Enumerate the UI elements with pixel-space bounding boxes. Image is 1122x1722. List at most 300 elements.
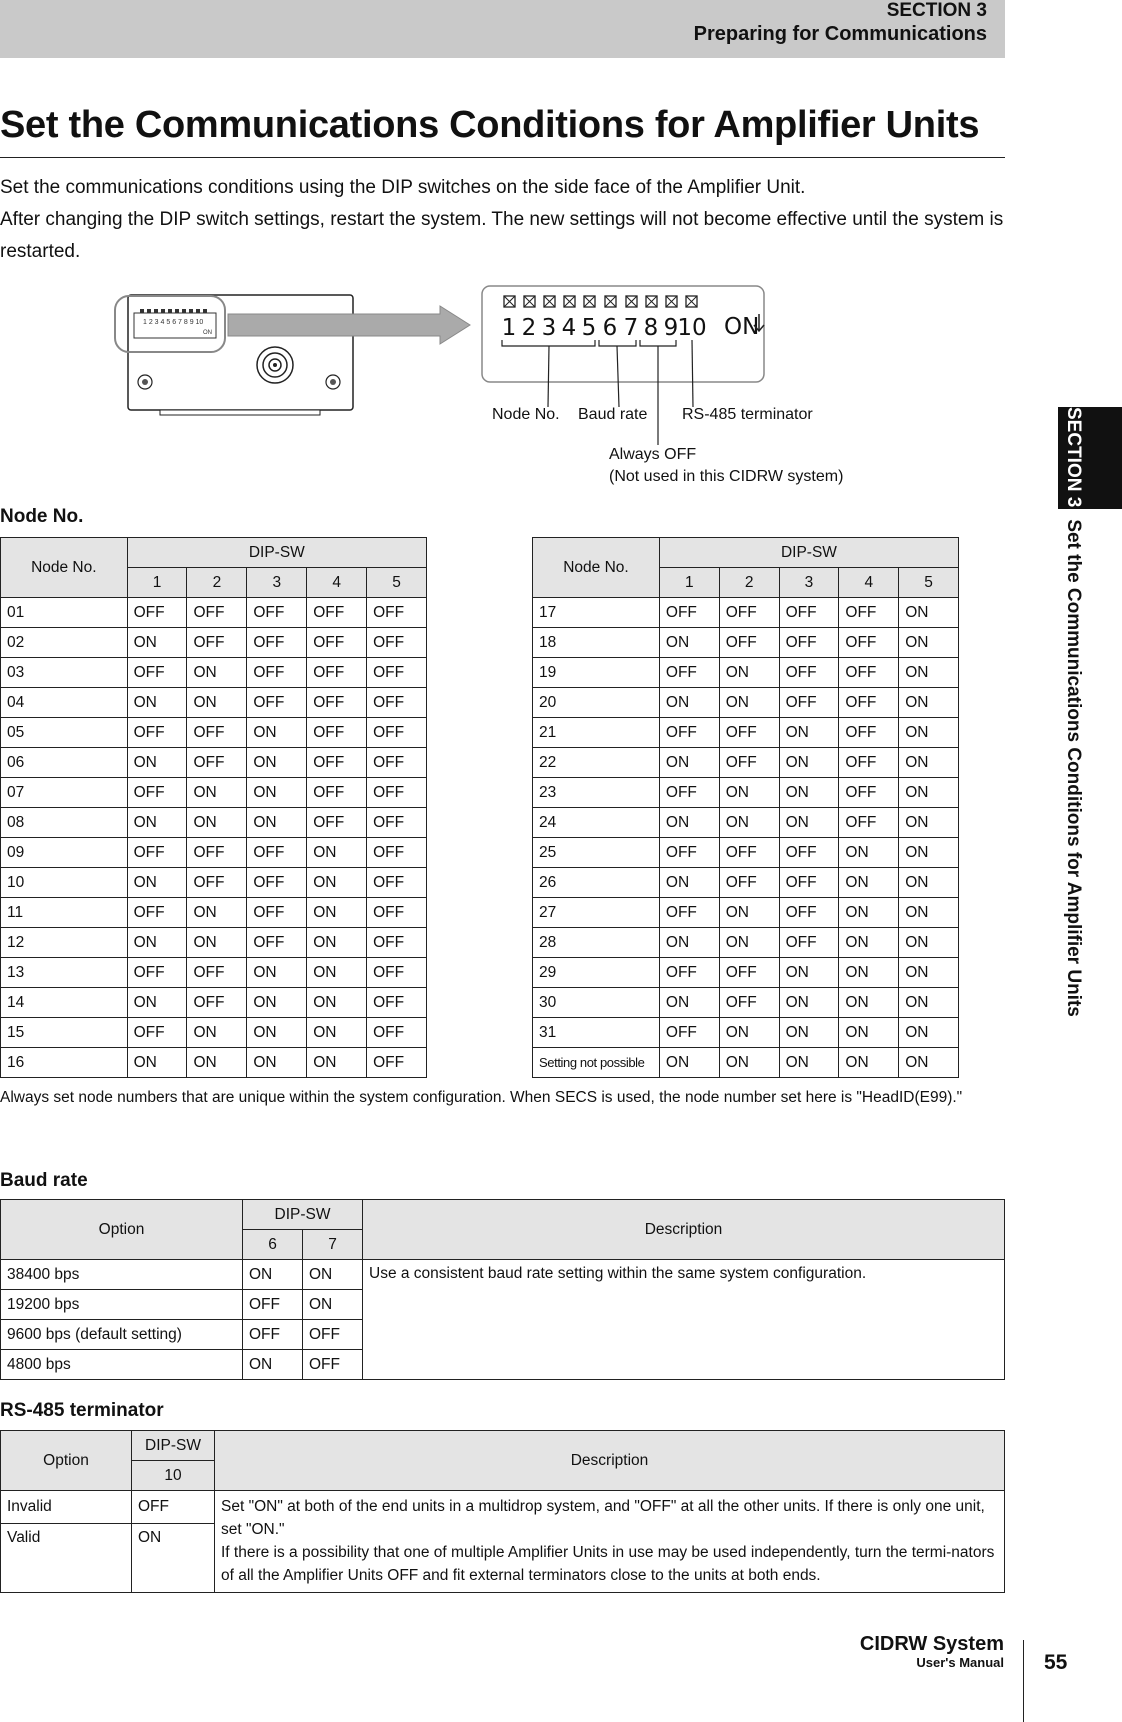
switch-number-10: 10 bbox=[677, 315, 707, 341]
switch-cell: OFF bbox=[247, 868, 307, 898]
node-note: Always set node numbers that are unique within the system configuration. When SECS is used, the node number set here is "HeadID(E99)." bbox=[0, 1089, 963, 1106]
switch-cell: OFF bbox=[307, 688, 367, 718]
option-cell: Valid bbox=[1, 1523, 132, 1592]
switch-cell: ON bbox=[659, 808, 719, 838]
switch-cell: OFF bbox=[659, 658, 719, 688]
node-number-cell: 30 bbox=[533, 988, 660, 1018]
table-row bbox=[1, 658, 427, 688]
node-number-cell: 13 bbox=[1, 958, 128, 988]
switch-cell: OFF bbox=[127, 718, 187, 748]
switch-cell: ON bbox=[132, 1523, 215, 1592]
switch-cell: ON bbox=[307, 1048, 367, 1078]
switch-cell: OFF bbox=[719, 598, 779, 628]
node-number-cell: 01 bbox=[1, 598, 128, 628]
switch-cell: ON bbox=[779, 808, 839, 838]
switch-header: 10 bbox=[132, 1461, 215, 1491]
switch-cell: ON bbox=[187, 658, 247, 688]
footer-manual: User's Manual bbox=[916, 1655, 1004, 1670]
switch-cell: ON bbox=[187, 778, 247, 808]
dipsw-col-header: DIP-SW bbox=[132, 1431, 215, 1461]
switch-cell: ON bbox=[899, 838, 959, 868]
switch-number-2: 2 bbox=[521, 315, 537, 341]
switch-cell: OFF bbox=[719, 628, 779, 658]
switch-cell: ON bbox=[659, 868, 719, 898]
table-row bbox=[1, 688, 427, 718]
switch-cell: OFF bbox=[719, 838, 779, 868]
node-number-cell: 27 bbox=[533, 898, 660, 928]
switch-cell: ON bbox=[307, 928, 367, 958]
dip-switch-figure bbox=[0, 270, 1005, 500]
switch-cell: ON bbox=[247, 718, 307, 748]
switch-cell: ON bbox=[659, 688, 719, 718]
node-number-cell: 07 bbox=[1, 778, 128, 808]
side-tab-title: Set the Communications Conditions for Amplifier Units bbox=[1063, 519, 1084, 1017]
table-row bbox=[533, 778, 959, 808]
node-number-cell: 25 bbox=[533, 838, 660, 868]
switch-cell: ON bbox=[839, 898, 899, 928]
switch-cell: OFF bbox=[367, 658, 427, 688]
switch-cell: OFF bbox=[839, 808, 899, 838]
table-row bbox=[1, 958, 427, 988]
switch-cell: ON bbox=[839, 838, 899, 868]
switch-cell: ON bbox=[247, 988, 307, 1018]
switch-cell: ON bbox=[307, 1018, 367, 1048]
footer-title bbox=[860, 1633, 1004, 1671]
table-row bbox=[533, 1048, 959, 1078]
table-row bbox=[1, 718, 427, 748]
table-row bbox=[1, 928, 427, 958]
switch-cell: ON bbox=[779, 1048, 839, 1078]
switch-cell: ON bbox=[839, 928, 899, 958]
table-row bbox=[533, 898, 959, 928]
switch-cell: ON bbox=[899, 928, 959, 958]
switch-number-3: 3 bbox=[541, 315, 557, 341]
node-number-cell: 11 bbox=[1, 898, 128, 928]
switch-cell: OFF bbox=[127, 958, 187, 988]
switch-cell: ON bbox=[303, 1290, 363, 1320]
switch-cell: ON bbox=[779, 988, 839, 1018]
switch-cell: OFF bbox=[779, 628, 839, 658]
switch-cell: ON bbox=[839, 958, 899, 988]
node-number-cell: 21 bbox=[533, 718, 660, 748]
node-number-cell: 14 bbox=[1, 988, 128, 1018]
table-row bbox=[1, 748, 427, 778]
switch-cell: OFF bbox=[779, 928, 839, 958]
table-row bbox=[533, 748, 959, 778]
node-number-cell: 20 bbox=[533, 688, 660, 718]
description-col-header: Description bbox=[215, 1431, 1005, 1491]
switch-header: 2 bbox=[187, 568, 247, 598]
node-number-cell: 26 bbox=[533, 868, 660, 898]
switch-cell: ON bbox=[839, 1048, 899, 1078]
switch-cell: OFF bbox=[779, 598, 839, 628]
switch-cell: OFF bbox=[367, 868, 427, 898]
switch-cell: OFF bbox=[719, 748, 779, 778]
switch-cell: ON bbox=[243, 1350, 303, 1380]
baud-description: Use a consistent baud rate setting within the same system configuration. bbox=[363, 1260, 1005, 1380]
node-number-cell: 24 bbox=[533, 808, 660, 838]
node-number-cell: 09 bbox=[1, 838, 128, 868]
switch-cell: OFF bbox=[127, 598, 187, 628]
switch-cell: OFF bbox=[307, 718, 367, 748]
switch-cell: ON bbox=[307, 988, 367, 1018]
page-title: Set the Communications Conditions for Amplifier Units bbox=[0, 104, 1005, 158]
switch-cell: ON bbox=[899, 598, 959, 628]
table-row bbox=[533, 988, 959, 1018]
option-cell: 19200 bps bbox=[1, 1290, 243, 1320]
switch-cell: ON bbox=[899, 658, 959, 688]
node-number-cell: 18 bbox=[533, 628, 660, 658]
node-col-header: Node No. bbox=[533, 538, 660, 598]
switch-cell: ON bbox=[247, 958, 307, 988]
table-row bbox=[533, 838, 959, 868]
description-col-header: Description bbox=[363, 1200, 1005, 1260]
switch-cell: OFF bbox=[187, 748, 247, 778]
switch-cell: ON bbox=[303, 1260, 363, 1290]
table-row bbox=[533, 928, 959, 958]
switch-cell: ON bbox=[187, 808, 247, 838]
switch-cell: ON bbox=[307, 868, 367, 898]
switch-cell: ON bbox=[899, 868, 959, 898]
switch-cell: OFF bbox=[367, 928, 427, 958]
switch-cell: OFF bbox=[127, 658, 187, 688]
label-not-used: (Not used in this CIDRW system) bbox=[609, 468, 844, 485]
switch-cell: OFF bbox=[247, 898, 307, 928]
switch-cell: ON bbox=[187, 1048, 247, 1078]
switch-cell: OFF bbox=[307, 748, 367, 778]
switch-cell: ON bbox=[187, 898, 247, 928]
switch-cell: OFF bbox=[127, 1018, 187, 1048]
switch-cell: OFF bbox=[132, 1491, 215, 1524]
label-always-off: Always OFF bbox=[609, 446, 697, 463]
switch-cell: ON bbox=[899, 1018, 959, 1048]
node-number-cell: 29 bbox=[533, 958, 660, 988]
switch-cell: ON bbox=[899, 988, 959, 1018]
switch-cell: ON bbox=[779, 958, 839, 988]
switch-cell: OFF bbox=[243, 1320, 303, 1350]
switch-cell: OFF bbox=[779, 868, 839, 898]
switch-cell: OFF bbox=[839, 628, 899, 658]
switch-cell: ON bbox=[659, 1048, 719, 1078]
option-cell: 9600 bps (default setting) bbox=[1, 1320, 243, 1350]
switch-cell: OFF bbox=[719, 958, 779, 988]
switch-header: 4 bbox=[307, 568, 367, 598]
switch-cell: ON bbox=[247, 748, 307, 778]
node-number-cell: 10 bbox=[1, 868, 128, 898]
switch-cell: ON bbox=[899, 718, 959, 748]
switch-cell: OFF bbox=[779, 688, 839, 718]
switch-cell: OFF bbox=[659, 898, 719, 928]
baud-table bbox=[0, 1199, 1005, 1380]
table-row bbox=[1, 1048, 427, 1078]
node-number-cell: 22 bbox=[533, 748, 660, 778]
intro-text bbox=[0, 172, 1005, 268]
switch-cell: OFF bbox=[367, 898, 427, 928]
switch-header: 4 bbox=[839, 568, 899, 598]
switch-on-label: ON bbox=[724, 314, 760, 340]
node-number-cell: 12 bbox=[1, 928, 128, 958]
node-number-cell: 08 bbox=[1, 808, 128, 838]
footer-divider bbox=[1023, 1640, 1024, 1722]
node-number-cell: 23 bbox=[533, 778, 660, 808]
node-table-right bbox=[532, 537, 959, 1078]
side-tab-section: SECTION 3 bbox=[1063, 407, 1084, 508]
node-number-cell: 04 bbox=[1, 688, 128, 718]
small-switch-numbers: 1 2 3 4 5 6 7 8 9 10 bbox=[143, 319, 204, 326]
switch-cell: OFF bbox=[187, 598, 247, 628]
switch-cell: OFF bbox=[839, 718, 899, 748]
node-number-cell: 19 bbox=[533, 658, 660, 688]
switch-cell: OFF bbox=[367, 778, 427, 808]
switch-cell: OFF bbox=[779, 658, 839, 688]
switch-header: 5 bbox=[367, 568, 427, 598]
switch-cell: OFF bbox=[839, 778, 899, 808]
switch-cell: OFF bbox=[719, 718, 779, 748]
switch-cell: ON bbox=[307, 898, 367, 928]
switch-cell: OFF bbox=[367, 1048, 427, 1078]
switch-cell: ON bbox=[243, 1260, 303, 1290]
switch-cell: ON bbox=[659, 988, 719, 1018]
switch-cell: OFF bbox=[719, 988, 779, 1018]
switch-cell: OFF bbox=[187, 988, 247, 1018]
switch-cell: OFF bbox=[367, 808, 427, 838]
switch-cell: OFF bbox=[187, 838, 247, 868]
switch-cell: ON bbox=[659, 928, 719, 958]
table-row bbox=[1, 1260, 1005, 1290]
node-number-cell: 15 bbox=[1, 1018, 128, 1048]
switch-cell: OFF bbox=[659, 598, 719, 628]
switch-cell: OFF bbox=[367, 838, 427, 868]
switch-number-6: 6 bbox=[602, 315, 618, 341]
dipsw-col-header: DIP-SW bbox=[659, 538, 958, 568]
switch-header: 6 bbox=[243, 1230, 303, 1260]
intro-line-1: Set the communications conditions using the DIP switches on the side face of the Amplifier Unit. bbox=[0, 177, 806, 198]
switch-cell: ON bbox=[127, 928, 187, 958]
table-row bbox=[1, 808, 427, 838]
table-row bbox=[533, 688, 959, 718]
switch-cell: OFF bbox=[247, 658, 307, 688]
switch-cell: ON bbox=[247, 778, 307, 808]
switch-number-5: 5 bbox=[581, 315, 597, 341]
switch-cell: ON bbox=[719, 898, 779, 928]
table-row bbox=[533, 1018, 959, 1048]
option-cell: 38400 bps bbox=[1, 1260, 243, 1290]
switch-cell: OFF bbox=[247, 928, 307, 958]
baud-section-title: Baud rate bbox=[0, 1170, 88, 1191]
switch-cell: ON bbox=[719, 808, 779, 838]
node-table-left bbox=[0, 537, 427, 1078]
node-number-cell: Setting not possible bbox=[533, 1048, 660, 1078]
switch-cell: OFF bbox=[659, 718, 719, 748]
switch-cell: OFF bbox=[307, 778, 367, 808]
switch-cell: OFF bbox=[659, 1018, 719, 1048]
dipsw-col-header: DIP-SW bbox=[243, 1200, 363, 1230]
table-row bbox=[533, 958, 959, 988]
switch-cell: ON bbox=[659, 748, 719, 778]
footer-product: CIDRW System bbox=[859, 1633, 1004, 1655]
switch-cell: ON bbox=[899, 808, 959, 838]
header-section: SECTION 3 bbox=[886, 0, 987, 21]
switch-cell: OFF bbox=[307, 598, 367, 628]
switch-cell: OFF bbox=[367, 988, 427, 1018]
switch-cell: OFF bbox=[839, 658, 899, 688]
node-number-cell: 17 bbox=[533, 598, 660, 628]
switch-header: 3 bbox=[779, 568, 839, 598]
switch-cell: ON bbox=[127, 988, 187, 1018]
label-baud-rate: Baud rate bbox=[578, 406, 648, 423]
switch-cell: ON bbox=[127, 628, 187, 658]
switch-cell: ON bbox=[307, 838, 367, 868]
switch-cell: OFF bbox=[187, 868, 247, 898]
small-switch-on: ON bbox=[203, 330, 212, 336]
switch-cell: ON bbox=[839, 1018, 899, 1048]
node-number-cell: 02 bbox=[1, 628, 128, 658]
switch-cell: OFF bbox=[307, 658, 367, 688]
rs485-description-2: If there is a possibility that one of multiple Amplifier Units in use may be used independently, turn the termi-nators of all the Amplifier Units OFF and fit external terminators close to the units at both ends. bbox=[221, 1544, 995, 1584]
switch-cell: OFF bbox=[127, 778, 187, 808]
switch-cell: OFF bbox=[367, 958, 427, 988]
page-header bbox=[0, 0, 1005, 58]
switch-header: 5 bbox=[899, 568, 959, 598]
switch-cell: OFF bbox=[367, 1018, 427, 1048]
table-row bbox=[1, 988, 427, 1018]
table-row bbox=[533, 808, 959, 838]
intro-line-2: After changing the DIP switch settings, restart the system. The new settings will not become effective until the system is restarted. bbox=[0, 209, 1004, 262]
switch-cell: ON bbox=[247, 808, 307, 838]
switch-cell: OFF bbox=[839, 598, 899, 628]
switch-cell: OFF bbox=[659, 958, 719, 988]
option-col-header: Option bbox=[1, 1431, 132, 1491]
switch-cell: ON bbox=[127, 1048, 187, 1078]
node-col-header: Node No. bbox=[1, 538, 128, 598]
option-cell: 4800 bps bbox=[1, 1350, 243, 1380]
header-subtitle: Preparing for Communications bbox=[693, 23, 987, 45]
switch-cell: ON bbox=[719, 778, 779, 808]
label-node-no: Node No. bbox=[492, 406, 560, 423]
table-row bbox=[1, 838, 427, 868]
switch-cell: ON bbox=[719, 1018, 779, 1048]
node-number-cell: 03 bbox=[1, 658, 128, 688]
rs485-table bbox=[0, 1430, 1005, 1593]
node-number-cell: 05 bbox=[1, 718, 128, 748]
node-number-cell: 31 bbox=[533, 1018, 660, 1048]
table-row bbox=[533, 718, 959, 748]
switch-header: 1 bbox=[127, 568, 187, 598]
side-tab bbox=[1062, 407, 1084, 1017]
rs485-section-title: RS-485 terminator bbox=[0, 1400, 164, 1421]
switch-cell: OFF bbox=[243, 1290, 303, 1320]
switch-cell: ON bbox=[127, 808, 187, 838]
switch-header: 3 bbox=[247, 568, 307, 598]
switch-cell: ON bbox=[899, 898, 959, 928]
switch-cell: OFF bbox=[839, 748, 899, 778]
switch-cell: OFF bbox=[367, 688, 427, 718]
switch-cell: ON bbox=[659, 628, 719, 658]
switch-number-7: 7 bbox=[623, 315, 639, 341]
switch-cell: OFF bbox=[303, 1350, 363, 1380]
switch-cell: OFF bbox=[307, 808, 367, 838]
switch-cell: ON bbox=[127, 688, 187, 718]
switch-header: 1 bbox=[659, 568, 719, 598]
switch-cell: OFF bbox=[367, 718, 427, 748]
switch-cell: ON bbox=[779, 718, 839, 748]
switch-cell: ON bbox=[187, 688, 247, 718]
switch-cell: ON bbox=[899, 1048, 959, 1078]
switch-cell: ON bbox=[779, 778, 839, 808]
switch-cell: OFF bbox=[247, 838, 307, 868]
switch-header: 7 bbox=[303, 1230, 363, 1260]
switch-cell: ON bbox=[899, 778, 959, 808]
switch-cell: OFF bbox=[659, 838, 719, 868]
switch-number-1: 1 bbox=[501, 315, 517, 341]
dipsw-col-header: DIP-SW bbox=[127, 538, 426, 568]
switch-cell: ON bbox=[899, 958, 959, 988]
switch-cell: OFF bbox=[367, 628, 427, 658]
table-row bbox=[1, 598, 427, 628]
switch-cell: OFF bbox=[719, 868, 779, 898]
option-col-header: Option bbox=[1, 1200, 243, 1260]
switch-cell: ON bbox=[127, 868, 187, 898]
node-section-title: Node No. bbox=[0, 506, 84, 527]
switch-cell: ON bbox=[839, 988, 899, 1018]
switch-cell: OFF bbox=[127, 898, 187, 928]
switch-cell: OFF bbox=[127, 838, 187, 868]
switch-cell: OFF bbox=[247, 688, 307, 718]
switch-cell: ON bbox=[187, 1018, 247, 1048]
table-row bbox=[533, 628, 959, 658]
switch-cell: OFF bbox=[187, 958, 247, 988]
switch-cell: OFF bbox=[367, 598, 427, 628]
rs485-description-1: Set "ON" at both of the end units in a multidrop system, and "OFF" at all the other units. If there is only one unit, set "ON." bbox=[221, 1498, 985, 1538]
table-row bbox=[1, 898, 427, 928]
switch-cell: OFF bbox=[187, 718, 247, 748]
table-row bbox=[1, 628, 427, 658]
switch-cell: ON bbox=[719, 658, 779, 688]
table-row bbox=[1, 778, 427, 808]
table-row bbox=[1, 868, 427, 898]
option-cell: Invalid bbox=[1, 1491, 132, 1524]
table-row bbox=[1, 1491, 1005, 1524]
switch-cell: ON bbox=[719, 1048, 779, 1078]
switch-cell: ON bbox=[899, 688, 959, 718]
switch-cell: OFF bbox=[303, 1320, 363, 1350]
switch-cell: ON bbox=[187, 928, 247, 958]
rs485-description bbox=[215, 1491, 1005, 1593]
switch-cell: ON bbox=[127, 748, 187, 778]
switch-cell: ON bbox=[779, 748, 839, 778]
switch-header: 2 bbox=[719, 568, 779, 598]
amplifier-unit-illustration bbox=[0, 270, 1005, 500]
table-row bbox=[533, 598, 959, 628]
page-number: 55 bbox=[1044, 1651, 1068, 1674]
switch-number-4: 4 bbox=[561, 315, 577, 341]
switch-cell: ON bbox=[839, 868, 899, 898]
node-number-cell: 06 bbox=[1, 748, 128, 778]
table-row bbox=[533, 868, 959, 898]
switch-number-9: 9 bbox=[663, 315, 679, 341]
table-row bbox=[1, 1018, 427, 1048]
switch-cell: ON bbox=[899, 628, 959, 658]
node-number-cell: 16 bbox=[1, 1048, 128, 1078]
switch-number-8: 8 bbox=[643, 315, 659, 341]
node-number-cell: 28 bbox=[533, 928, 660, 958]
switch-cell: ON bbox=[899, 748, 959, 778]
switch-cell: ON bbox=[247, 1018, 307, 1048]
switch-cell: OFF bbox=[779, 838, 839, 868]
switch-cell: OFF bbox=[247, 628, 307, 658]
switch-cell: OFF bbox=[779, 898, 839, 928]
table-row bbox=[533, 658, 959, 688]
